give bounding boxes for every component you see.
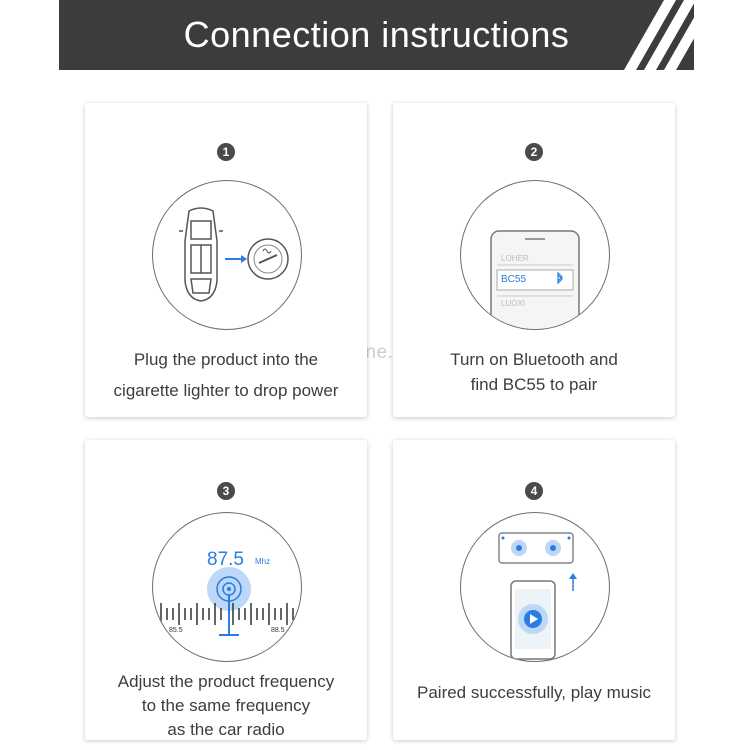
frequency-unit: Mhz — [255, 557, 271, 566]
step-card-4 — [393, 440, 675, 740]
step-caption-4: Paired successfully, play music — [417, 683, 651, 702]
frequency-readout: 87.5 — [207, 549, 244, 570]
device-list-item-luoxi: LUOXI — [501, 299, 526, 308]
radio-dial-icon — [152, 512, 302, 662]
step-number-1: 1 — [217, 143, 235, 161]
step-number-2: 2 — [525, 143, 543, 161]
step-caption-2: Turn on Bluetooth and find BC55 to pair — [450, 350, 618, 394]
step-caption-3: Adjust the product frequency to the same frequency as the car radio — [117, 672, 335, 739]
dial-right-label: 88.5 — [271, 627, 285, 634]
car-cigarette-lighter-icon — [152, 180, 302, 330]
step-number-4: 4 — [525, 482, 543, 500]
step-number-3: 3 — [217, 482, 235, 500]
header-banner — [59, 0, 694, 70]
step-caption-1: Plug the product into the cigarette lighter to drop power — [113, 350, 339, 400]
phone-bluetooth-list-icon — [460, 180, 610, 330]
page-title: Connection instructions — [183, 14, 570, 55]
device-list-item-loher: LOHER — [501, 254, 529, 263]
dial-left-label: 85.5 — [169, 627, 183, 634]
stripes-decoration — [574, 0, 694, 70]
step-card-3 — [85, 440, 367, 740]
device-list-item-bc55: BC55 — [501, 274, 527, 285]
speaker-phone-play-icon — [460, 512, 610, 662]
step-card-1 — [85, 103, 367, 417]
step-card-2 — [393, 103, 675, 417]
